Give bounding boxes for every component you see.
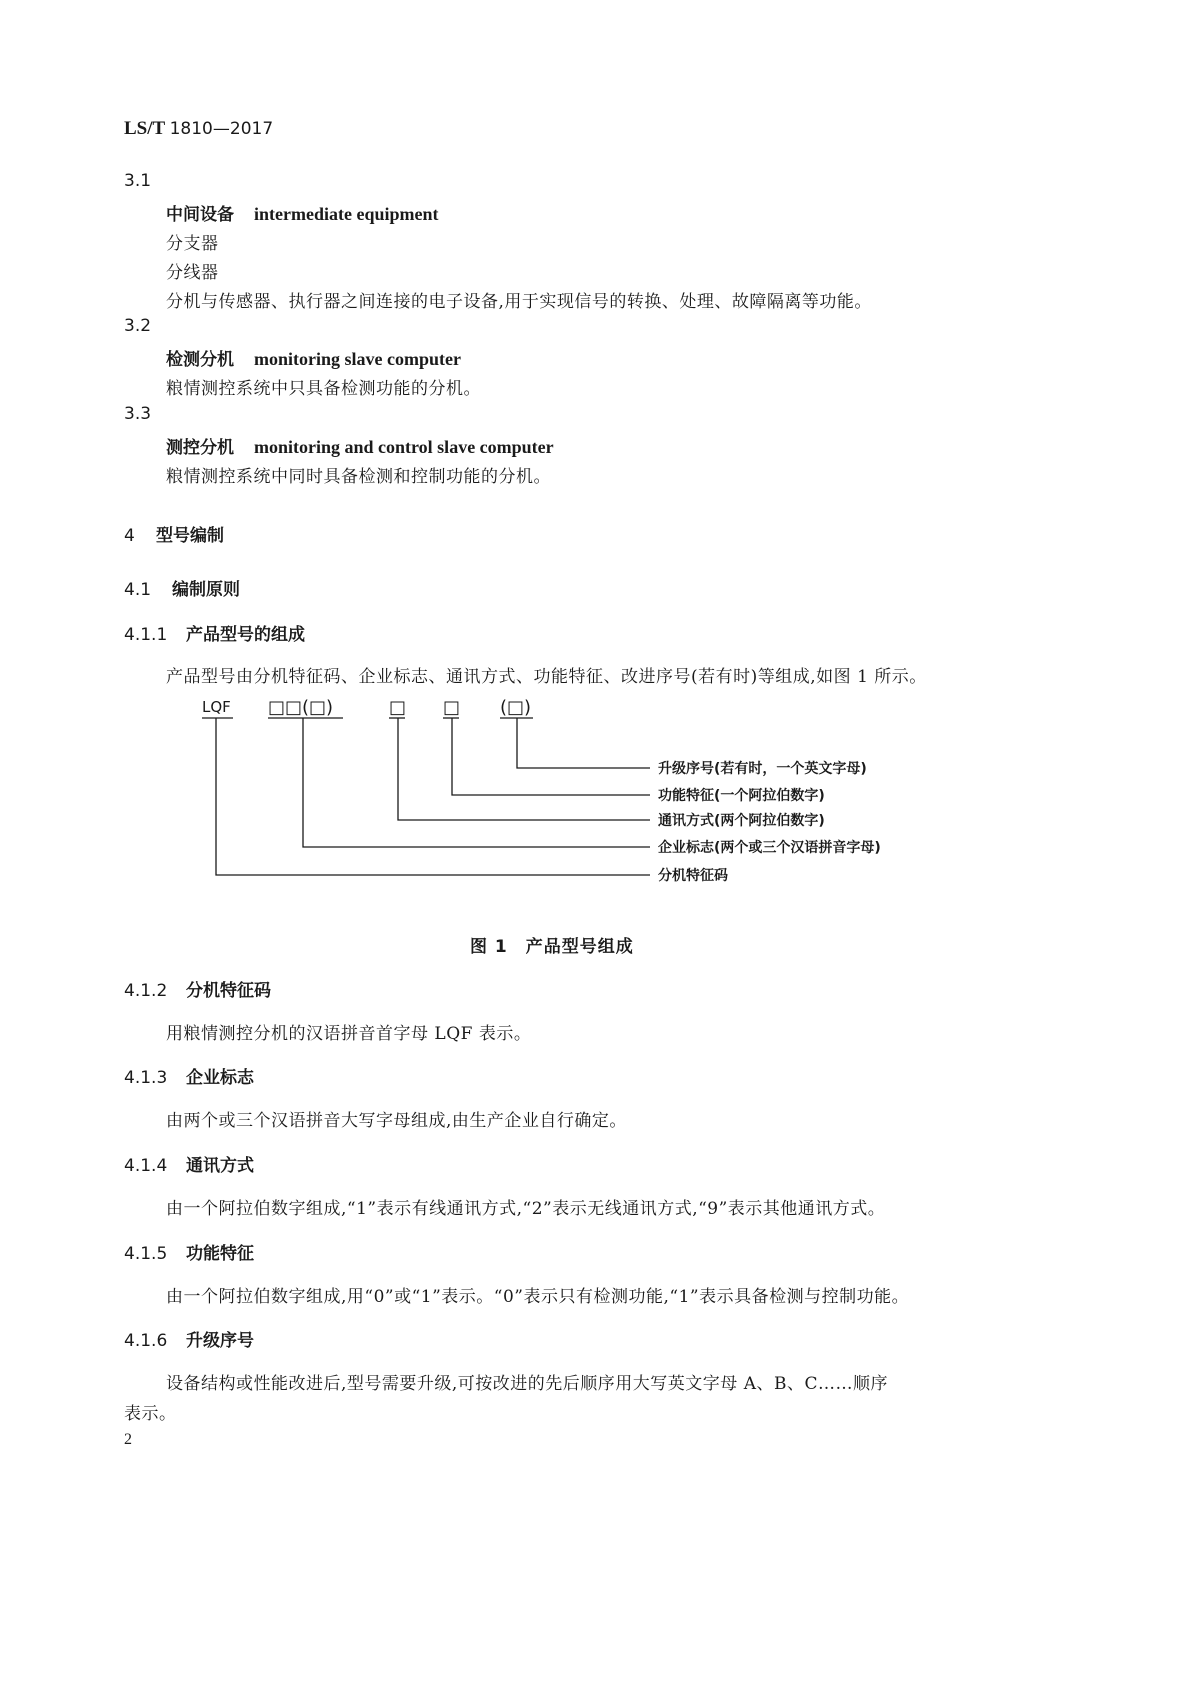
section-title: 产品型号的组成	[186, 625, 305, 645]
connector-function	[452, 718, 650, 795]
section-heading	[124, 1326, 254, 1351]
section-heading	[124, 1063, 254, 1088]
term-en: intermediate equipment	[254, 204, 439, 224]
connector-prefix	[216, 718, 650, 875]
slot-comm: □	[389, 697, 407, 718]
section-heading	[124, 1151, 254, 1176]
code-prefix: LQF	[202, 698, 231, 716]
section-title: 企业标志	[186, 1068, 254, 1088]
term-zh: 中间设备	[166, 205, 234, 225]
paragraph-continuation: 表示。	[124, 1404, 177, 1424]
connector-enterprise	[303, 718, 650, 847]
section-number: 4.1.5	[124, 1244, 168, 1264]
paragraph: 由一个阿拉伯数字组成,“1”表示有线通讯方式,“2”表示无线通讯方式,“9”表示其他通讯方式。	[166, 1199, 886, 1219]
standard-code: LS/T	[124, 118, 165, 139]
paragraph: 用粮情测控分机的汉语拼音首字母 LQF 表示。	[166, 1024, 532, 1044]
section-title: 编制原则	[172, 580, 240, 600]
paragraph: 由两个或三个汉语拼音大写字母组成,由生产企业自行确定。	[166, 1111, 627, 1131]
slot-enterprise: □□(□)	[268, 697, 334, 718]
section-title: 型号编制	[156, 526, 224, 546]
page-number: 2	[124, 1431, 132, 1448]
paragraph: 设备结构或性能改进后,型号需要升级,可按改进的先后顺序用大写英文字母 A、B、C……顺序	[166, 1374, 888, 1394]
label-enterprise: 企业标志(两个或三个汉语拼音字母)	[658, 840, 881, 856]
paragraph: 由一个阿拉伯数字组成,用“0”或“1”表示。“0”表示只有检测功能,“1”表示具备检测与控制功能。	[166, 1287, 910, 1307]
section-heading	[124, 1239, 254, 1264]
connector-upgrade	[517, 718, 650, 768]
slot-function: □	[443, 697, 461, 718]
section-title: 分机特征码	[186, 981, 271, 1001]
term-synonym: 分线器	[166, 263, 219, 283]
standard-number: 1810—2017	[169, 119, 274, 139]
slot-upgrade: (□)	[500, 697, 532, 718]
paragraph: 产品型号由分机特征码、企业标志、通讯方式、功能特征、改进序号(若有时)等组成,如图 1 所示。	[166, 667, 927, 687]
section-heading	[124, 976, 271, 1001]
term-en: monitoring slave computer	[254, 349, 461, 369]
term-zh: 检测分机	[166, 350, 234, 370]
label-comm: 通讯方式(两个阿拉伯数字)	[658, 813, 825, 829]
section-title: 升级序号	[186, 1331, 254, 1351]
term-definition: 粮情测控系统中只具备检测功能的分机。	[166, 379, 481, 399]
section-number: 4.1.6	[124, 1331, 168, 1351]
label-prefix: 分机特征码	[658, 868, 728, 884]
term-number: 3.1	[124, 171, 152, 191]
section-number: 4.1.2	[124, 981, 168, 1001]
section-title: 通讯方式	[186, 1156, 254, 1176]
connector-comm	[398, 718, 650, 820]
term-en: monitoring and control slave computer	[254, 437, 554, 457]
section-number: 4	[124, 526, 135, 546]
section-number: 4.1.1	[124, 625, 168, 645]
section-number: 4.1	[124, 580, 152, 600]
term-zh: 测控分机	[166, 438, 234, 458]
term-number: 3.2	[124, 316, 152, 336]
term-definition: 分机与传感器、执行器之间连接的电子设备,用于实现信号的转换、处理、故障隔离等功能。	[166, 292, 872, 312]
section-number: 4.1.4	[124, 1156, 168, 1176]
term-number: 3.3	[124, 404, 152, 424]
term-definition: 粮情测控系统中同时具备检测和控制功能的分机。	[166, 467, 551, 487]
label-upgrade: 升级序号(若有时，一个英文字母)	[658, 761, 867, 777]
label-function: 功能特征(一个阿拉伯数字)	[658, 788, 825, 804]
figure-caption: 图 1 产品型号组成	[470, 937, 634, 957]
term-synonym: 分支器	[166, 234, 219, 254]
section-title: 功能特征	[186, 1244, 254, 1264]
section-number: 4.1.3	[124, 1068, 168, 1088]
